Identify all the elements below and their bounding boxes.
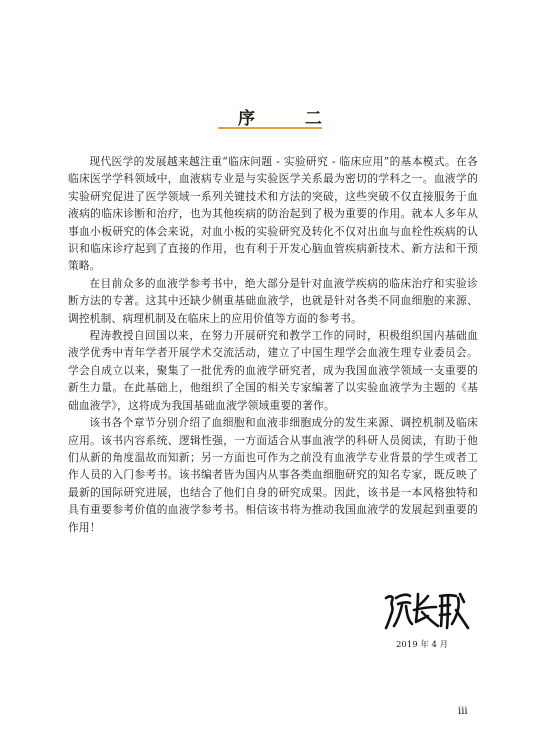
body-text — [68, 153, 478, 536]
paragraph-4: 该书各个章节分别介绍了血细胞和血液非细胞成分的发生来源、调控机制及临床应用。该书内容系统、逻辑性强，一方面适合从事血液学的科研人员阅读，有助于他们从新的角度温故而知新；另一方面也可作为之前没有血液学专业背景的学生或者工作人员的入门参考书。该书编者皆为国内从事各类血细胞研究的知名专家，既反映了最新的国际研究进展，也结合了他们自身的研究成果。因此，该书是一本风格独特和具有重要参考价值的血液学参考书。相信该书将为推动我国血液学的发展起到重要的作用！ — [68, 416, 478, 534]
paragraph-1: 现代医学的发展越来越注重“临床问题 - 实验研究 - 临床应用”的基本模式。在各临床医学学科领域中，血液病专业是与实验医学关系最为密切的学科之一。血液学的实验研究促进了医学领域一系列关键技术和方法的突破，这些突破不仅直接服务于血液病的临床诊断和治疗，也为其他疾病的防治起到了极为重要的作用。就本人多年从事血小板研究的体会来说，对血小板的实验研究及转化不仅对出血与血栓性疾病的认识和临床诊疗起到了直接的作用，也有利于开发心脑血管疾病新技术、新方法和干预策略。 — [68, 155, 478, 273]
paragraph-2: 在目前众多的血液学参考书中，绝大部分是针对血液学疾病的临床治疗和实验诊断方法的专著。这其中还缺少侧重基础血液学，也就是针对各类不同血细胞的来源、调控机制、病理机制及在临床上的应用价值等方面的参考书。 — [68, 276, 478, 325]
title-block — [238, 104, 344, 129]
page-number: iii — [458, 706, 468, 717]
handwritten-signature — [380, 588, 470, 632]
paragraph-3: 程涛教授自回国以来，在努力开展研究和教学工作的同时，积极组织国内基础血液学优秀中青年学者开展学术交流活动，建立了中国生理学会血液生理专业委员会。学会自成立以来，聚集了一批优秀的血液学研究者，成为我国血液学领域一支重要的新生力量。在此基础上，他组织了全国的相关专家编著了以实验血液学为主题的《基础血液学》，这将成为我国基础血液学领域重要的著作。 — [68, 329, 478, 412]
signature-date: 2019 年 4 月 — [396, 640, 449, 650]
page-title: 序 二 — [238, 109, 344, 129]
title-underline — [218, 127, 322, 129]
